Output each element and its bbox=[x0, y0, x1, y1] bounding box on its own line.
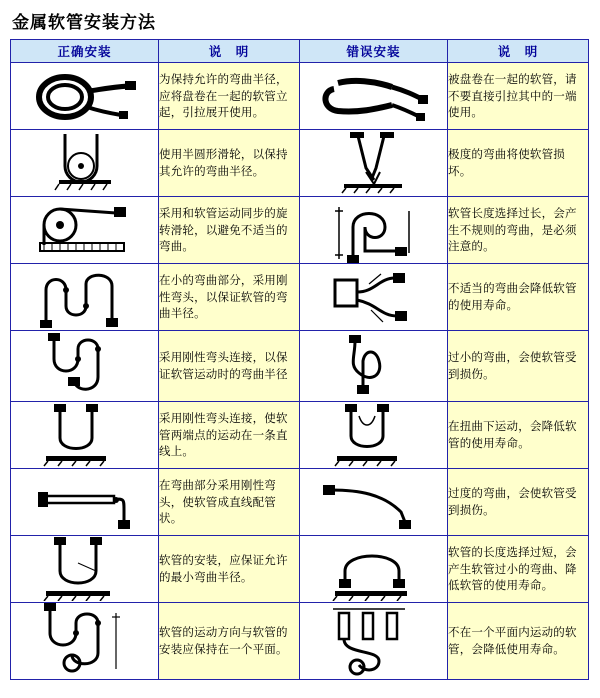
table-row bbox=[11, 331, 589, 402]
table-row bbox=[11, 264, 589, 331]
header-wrong-install: 错误安装 bbox=[300, 40, 448, 63]
semicircular-sheave-correct-icon bbox=[11, 130, 159, 197]
row-desc: 极度的弯曲将使软管损坏。 bbox=[448, 130, 589, 197]
row-desc: 为保持允许的弯曲半径，应将盘卷在一起的软管立起，引拉展开使用。 bbox=[159, 63, 300, 130]
rigid-bend-connection-correct-icon bbox=[11, 331, 159, 402]
row-desc: 软管长度选择过长，会产生不规则的弯曲，是必须注意的。 bbox=[448, 197, 589, 264]
row-desc: 软管的安装，应保证允许的最小弯曲半径。 bbox=[159, 536, 300, 603]
row-desc: 在扭曲下运动，会降低软管的使用寿命。 bbox=[448, 402, 589, 469]
long-hose-wrong-icon bbox=[300, 197, 448, 264]
rigid-elbow-small-bend-correct-icon bbox=[11, 264, 159, 331]
row-desc: 在小的弯曲部分，采用刚性弯头，以保证软管的弯曲半径。 bbox=[159, 264, 300, 331]
row-desc: 采用刚性弯头连接，使软管两端点的运动在一条直线上。 bbox=[159, 402, 300, 469]
too-long-hose-wrong-icon bbox=[300, 536, 448, 603]
table-row bbox=[11, 536, 589, 603]
row-desc: 软管的运动方向与软管的安装应保持在一个平面。 bbox=[159, 603, 300, 680]
too-small-bend-wrong-icon bbox=[300, 331, 448, 402]
table-row bbox=[11, 469, 589, 536]
table-row bbox=[11, 402, 589, 469]
same-plane-motion-correct-icon bbox=[11, 603, 159, 680]
row-desc: 采用刚性弯头连接，以保证软管运动时的弯曲半径 bbox=[159, 331, 300, 402]
table-row bbox=[11, 63, 589, 130]
excessive-bend-wrong-icon bbox=[300, 469, 448, 536]
header-wrong-desc: 说 明 bbox=[448, 40, 589, 63]
table-row bbox=[11, 197, 589, 264]
rotating-sheave-correct-icon bbox=[11, 197, 159, 264]
torsion-bend-wrong-icon bbox=[300, 402, 448, 469]
row-desc: 在弯曲部分采用刚性弯头，使软管成直线配管状。 bbox=[159, 469, 300, 536]
coiled-hose-correct-icon bbox=[11, 63, 159, 130]
table-header-row bbox=[11, 40, 589, 63]
row-desc: 软管的长度选择过短，会产生软管过小的弯曲、降低软管的使用寿命。 bbox=[448, 536, 589, 603]
row-desc: 不在一个平面内运动的软管，会降低使用寿命。 bbox=[448, 603, 589, 680]
row-desc: 过度的弯曲，会使软管受到损伤。 bbox=[448, 469, 589, 536]
coiled-hose-wrong-icon bbox=[300, 63, 448, 130]
header-correct-desc: 说 明 bbox=[159, 40, 300, 63]
u-bend-straight-line-correct-icon bbox=[11, 402, 159, 469]
hose-installation-table bbox=[10, 39, 589, 680]
row-desc: 不适当的弯曲会降低软管的使用寿命。 bbox=[448, 264, 589, 331]
table-row bbox=[11, 603, 589, 680]
different-plane-motion-wrong-icon bbox=[300, 603, 448, 680]
row-desc: 使用半圆形滑轮，以保持其允许的弯曲半径。 bbox=[159, 130, 300, 197]
sharp-bend-wrong-icon bbox=[300, 130, 448, 197]
straight-pipe-elbow-correct-icon bbox=[11, 469, 159, 536]
row-desc: 采用和软管运动同步的旋转滑轮，以避免不适当的弯曲。 bbox=[159, 197, 300, 264]
row-desc: 过小的弯曲，会使软管受到损伤。 bbox=[448, 331, 589, 402]
min-bend-radius-correct-icon bbox=[11, 536, 159, 603]
improper-bend-wrong-icon bbox=[300, 264, 448, 331]
header-correct-install: 正确安装 bbox=[11, 40, 159, 63]
row-desc: 被盘卷在一起的软管，请不要直接引拉其中的一端使用。 bbox=[448, 63, 589, 130]
table-row bbox=[11, 130, 589, 197]
page-title: 金属软管安装方法 bbox=[12, 13, 156, 33]
